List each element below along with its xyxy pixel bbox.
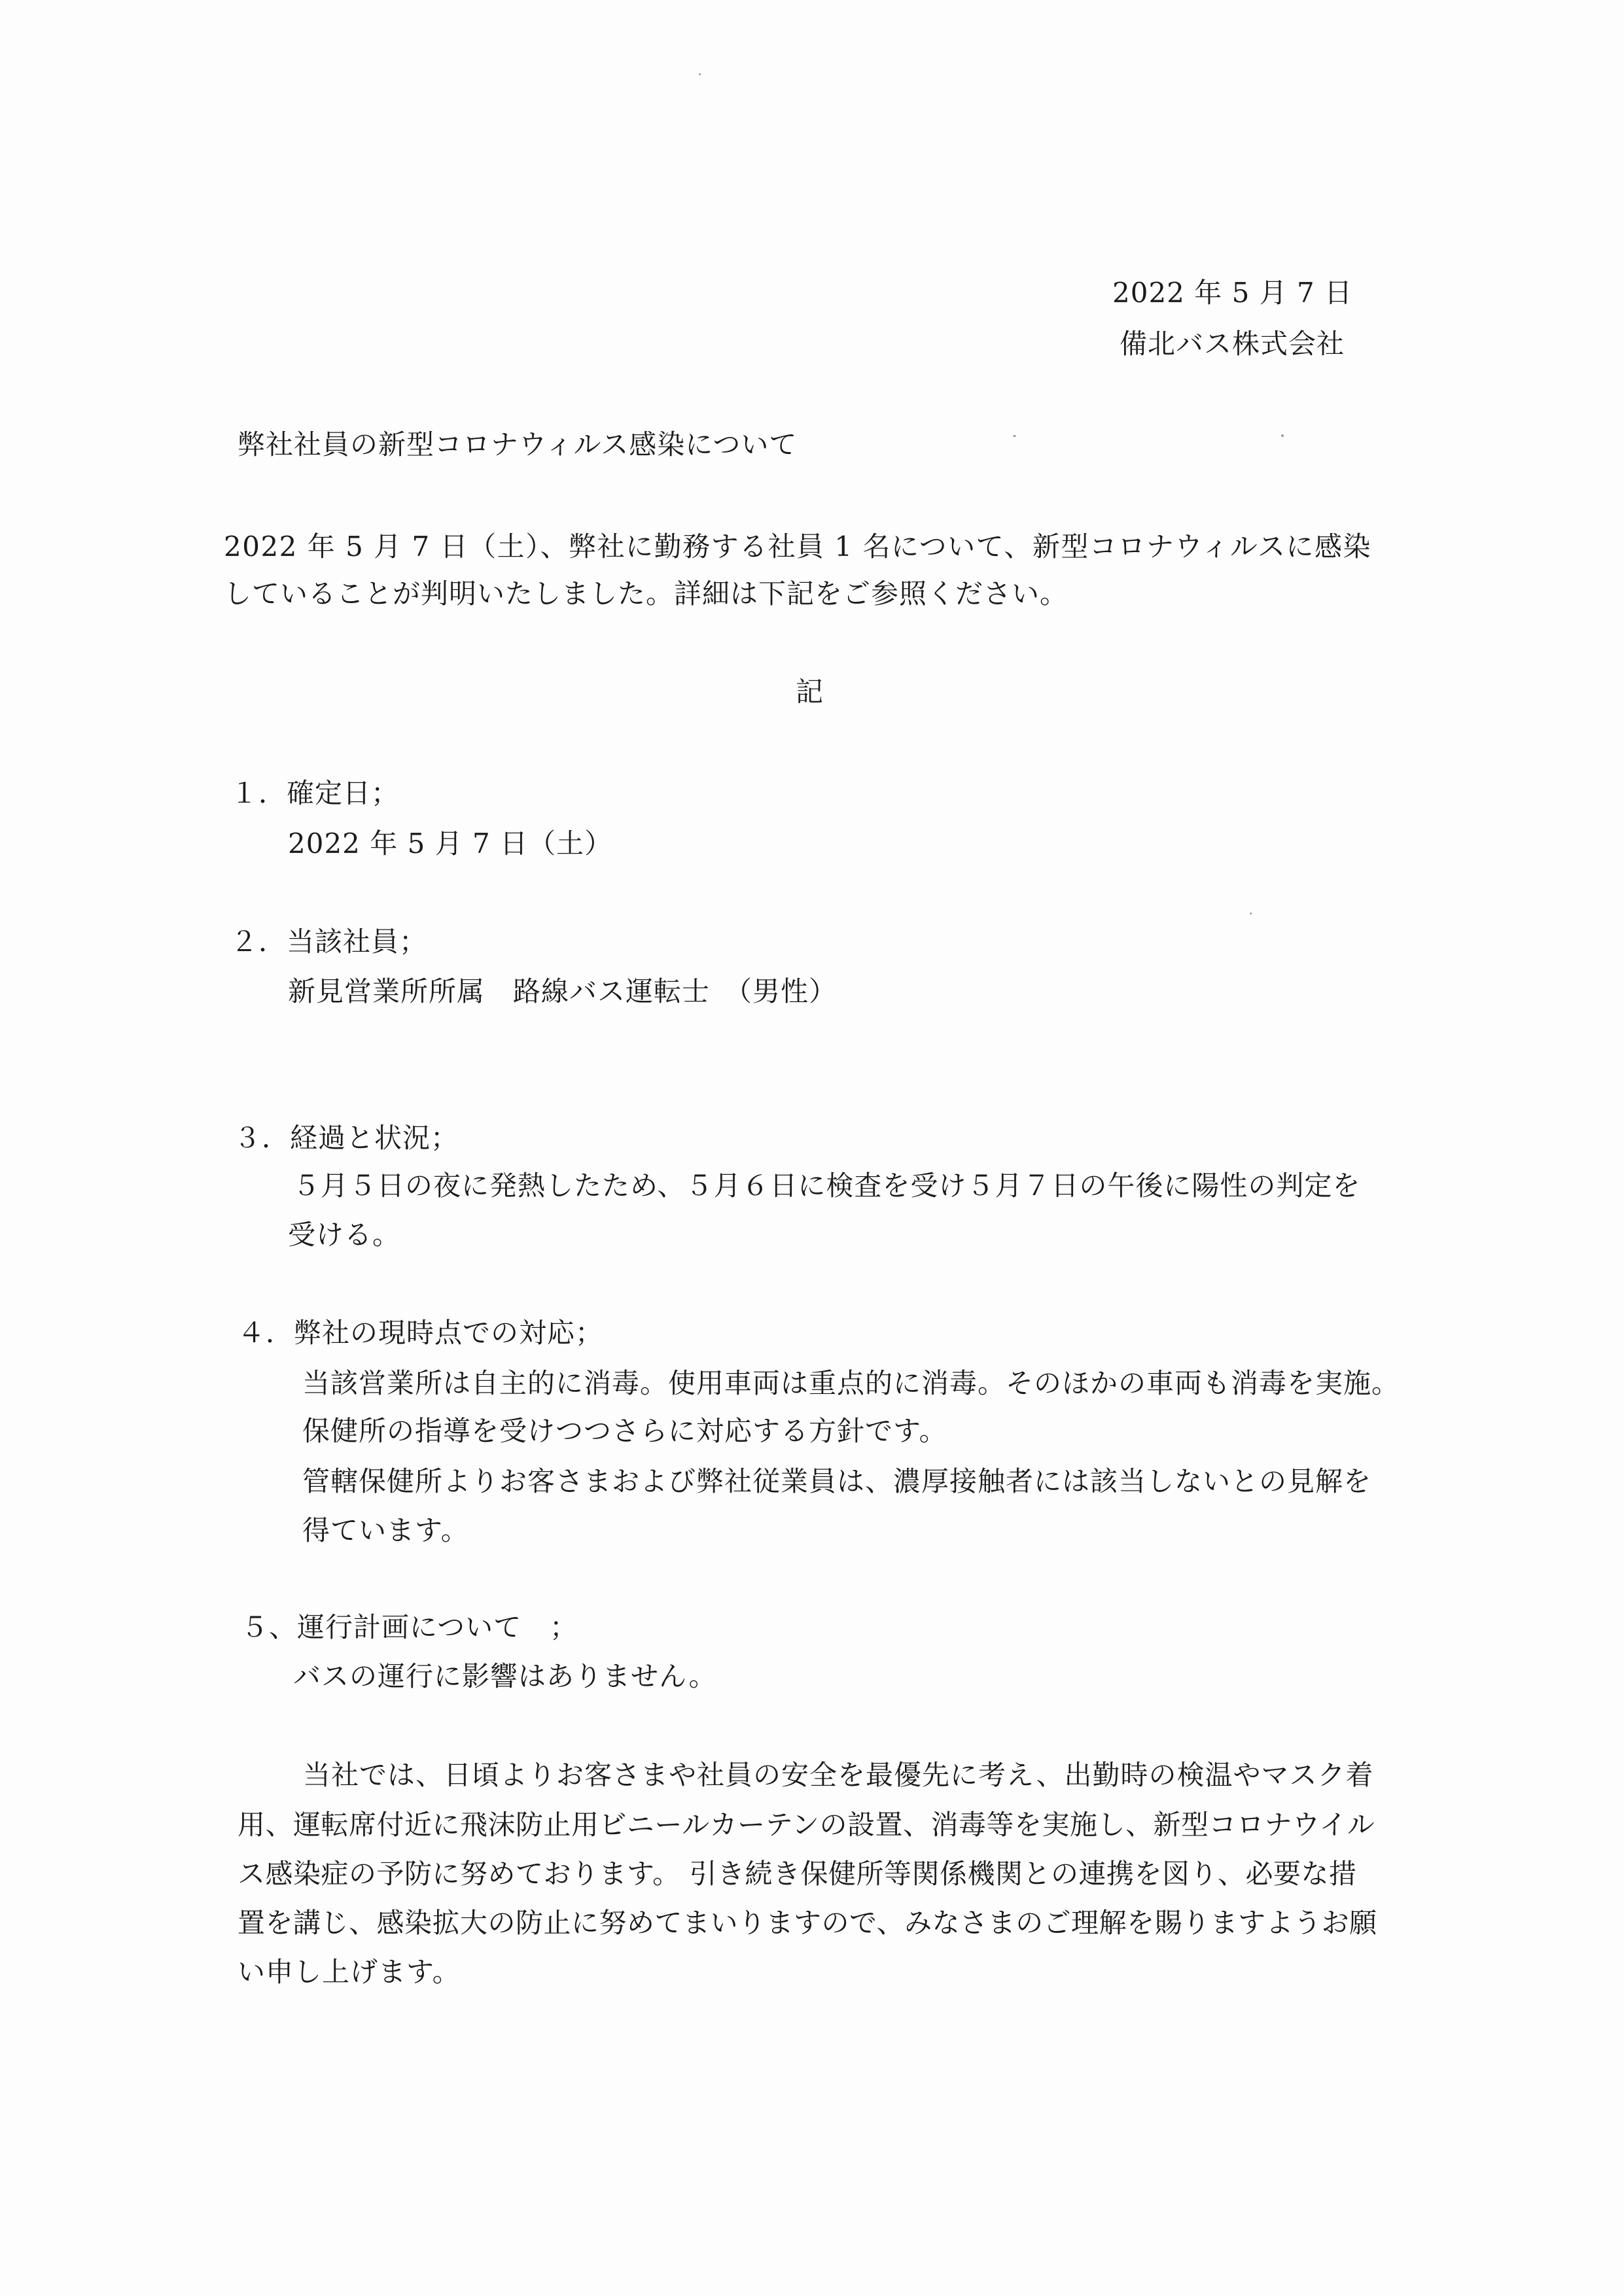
closing-line-2: 用、運転席付近に飛沫防止用ビニールカーテンの設置、消毒等を実施し、新型コロナウイル — [238, 1809, 1375, 1841]
section-1-heading: １．確定日； — [230, 777, 400, 809]
scan-speck — [699, 73, 701, 75]
section-4-line-3: 管轄保健所よりお客さまおよび弊社従業員は、濃厚接触者には該当しないとの見解を — [302, 1465, 1372, 1497]
section-4-line-2: 保健所の指導を受けつつさらに対応する方針です。 — [302, 1415, 947, 1447]
closing-line-4: 置を講じ、感染拡大の防止に努めてまいりますので、みなさまのご理解を賜りますようお願 — [238, 1907, 1377, 1939]
section-1-line-1: 2022 年 5 月 7 日（土） — [288, 827, 613, 860]
document-title: 弊社社員の新型コロナウィルス感染について — [238, 428, 798, 461]
company-name: 備北バス株式会社 — [1120, 328, 1345, 360]
section-2-heading: ２．当該社員； — [230, 926, 428, 958]
section-4-line-1: 当該営業所は自主的に消毒。使用車両は重点的に消毒。そのほかの車両も消毒を実施。 — [302, 1367, 1400, 1399]
section-3-line-2: 受ける。 — [288, 1219, 401, 1251]
scan-speck — [1013, 435, 1016, 437]
section-3-line-1: ５月５日の夜に発熱したため、５月６日に検査を受け５月７日の午後に陽性の判定を — [292, 1170, 1361, 1202]
intro-line-2: していることが判明いたしました。詳細は下記をご参照ください。 — [224, 578, 1068, 610]
section-4-line-4: 得ています。 — [302, 1514, 469, 1546]
scan-speck — [1250, 913, 1252, 914]
ki-heading: 記 — [796, 676, 824, 708]
section-5-line-1: バスの運行に影響はありません。 — [293, 1660, 717, 1692]
closing-line-1: 当社では、日頃よりお客さまや社員の安全を最優先に考え、出勤時の検温やマスク着 — [303, 1759, 1374, 1791]
section-3-heading: ３．経過と状況； — [234, 1122, 459, 1154]
section-4-heading: ４．弊社の現時点での対応； — [238, 1317, 604, 1349]
closing-line-5: い申し上げます。 — [238, 1956, 461, 1988]
section-2-line-1: 新見営業所所属 路線バス運転士 （男性） — [288, 975, 838, 1007]
intro-line-1: 2022 年 5 月 7 日（土）、弊社に勤務する社員 1 名について、新型コロナウィルスに感染 — [224, 531, 1372, 563]
closing-line-3: ス感染症の予防に努めております。 引き続き保健所等関係機関との連携を図り、必要な措 — [238, 1858, 1357, 1890]
document-date: 2022 年 5 月 7 日 — [1112, 277, 1353, 309]
section-5-heading: ５、運行計画について ； — [241, 1611, 578, 1643]
scan-speck — [1281, 434, 1284, 437]
